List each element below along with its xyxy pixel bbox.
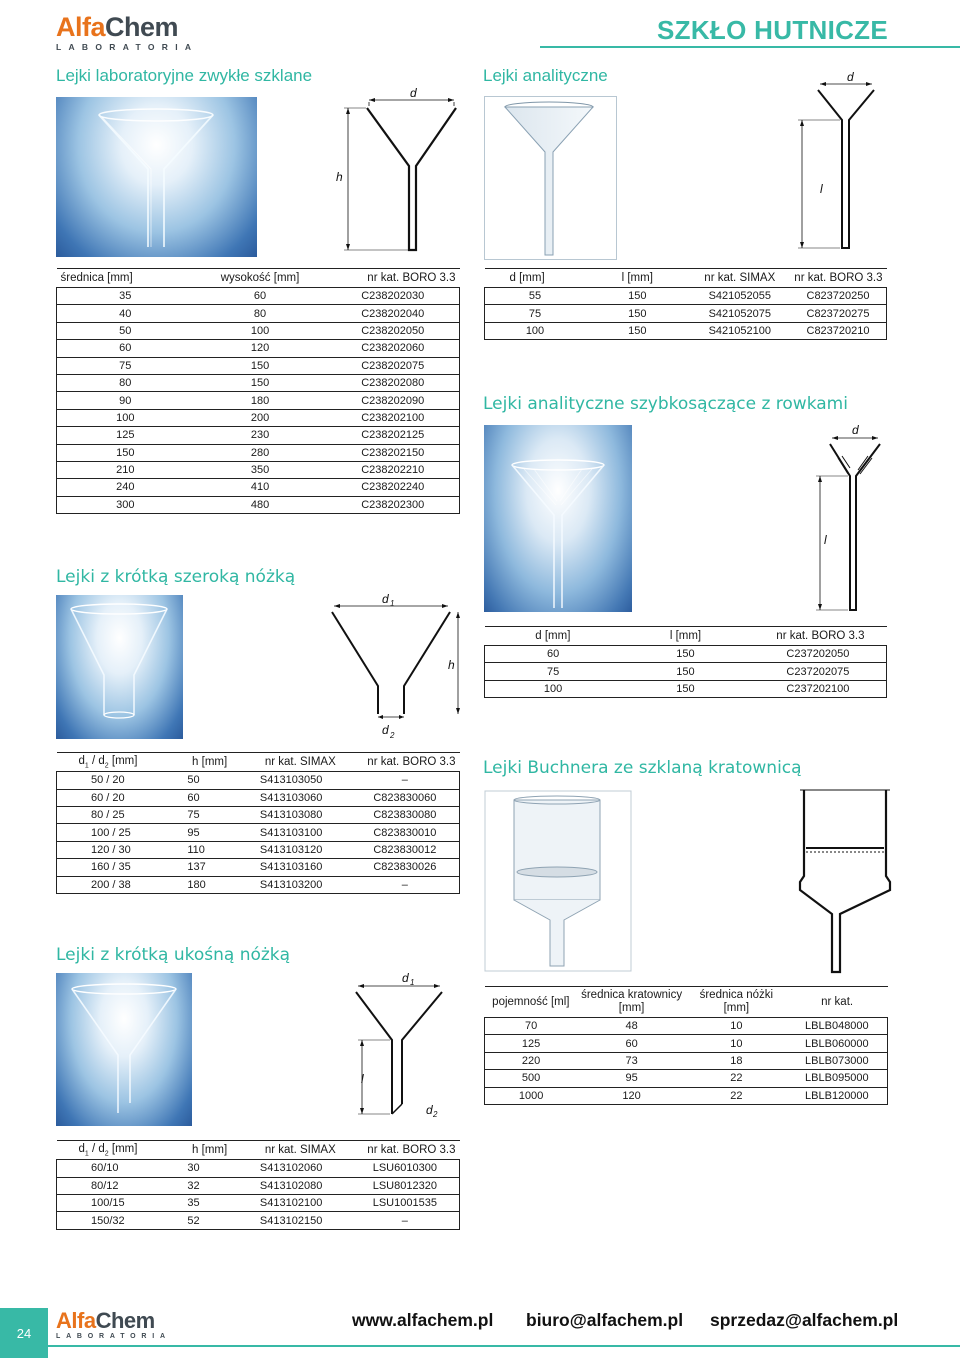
table-cell: 100 / 25 (57, 824, 170, 841)
table-cell: 75 (485, 663, 622, 680)
table-row (57, 305, 460, 322)
table-cell: 75 (57, 357, 194, 374)
table-cell: 100 (57, 409, 194, 426)
table-cell: C238202040 (327, 305, 460, 322)
table-row (485, 680, 887, 697)
funnel-photo-ukosna (56, 973, 192, 1126)
table-cell: S413102100 (250, 1195, 351, 1212)
table-cell: 150 (585, 322, 690, 339)
table-cell: LBLB095000 (787, 1070, 888, 1087)
diagram-szeroka (320, 586, 470, 746)
table-body (485, 288, 887, 340)
table-cell: 60 (169, 789, 250, 806)
table-row (485, 1052, 888, 1069)
header-divider (540, 46, 960, 48)
table-cell: S421052100 (690, 322, 791, 339)
dim-d1-sub: 1 (390, 599, 395, 608)
col-header: h [mm] (169, 1141, 250, 1160)
table-cell: C238202150 (327, 444, 460, 461)
funnel-photo-buchner (484, 790, 632, 972)
table-cell: 160 / 35 (57, 859, 170, 876)
table-row (485, 663, 887, 680)
dim-l-label: l (824, 533, 827, 547)
table-row (57, 789, 460, 806)
table-row (57, 876, 460, 893)
table-cell: 60 / 20 (57, 789, 170, 806)
table-cell: C238202030 (327, 288, 460, 305)
table-analityczne (484, 268, 887, 340)
table-row (57, 444, 460, 461)
table-row (57, 374, 460, 391)
section-title-analityczne: Lejki analityczne (483, 66, 608, 85)
table-cell: – (351, 876, 460, 893)
table-row (485, 322, 887, 339)
table-cell: 90 (57, 392, 194, 409)
table-cell: 70 (485, 1018, 578, 1035)
footer-email-biuro-link[interactable]: biuro@alfachem.pl (526, 1310, 684, 1330)
table-cell: C823720275 (790, 305, 886, 322)
footer-divider (48, 1345, 960, 1347)
footer-email-sprzedaz-link[interactable]: sprzedaz@alfachem.pl (710, 1310, 899, 1330)
dim-l-label: l (361, 1072, 364, 1086)
table-cell: 100 (194, 322, 327, 339)
table-cell: LSU8012320 (351, 1177, 460, 1194)
col-header-d1-d2: $d_1 / d_2$ [mm] (57, 1141, 170, 1160)
table-cell: 60 (57, 340, 194, 357)
table-cell: C237202100 (750, 680, 887, 697)
section-title-buchner: Lejki Buchnera ze szklaną kratownicą (483, 758, 802, 778)
table-cell: 48 (577, 1018, 686, 1035)
table-cell: LBLB073000 (787, 1052, 888, 1069)
table-row (57, 357, 460, 374)
table-cell: S413103100 (250, 824, 351, 841)
dim-d1-label: d (382, 592, 389, 606)
col-header: wysokość [mm] (194, 269, 327, 288)
table-szeroka (56, 752, 460, 894)
table-cell: 150 (194, 374, 327, 391)
table-cell: 180 (194, 392, 327, 409)
table-row (57, 479, 460, 496)
table-body (57, 1160, 460, 1230)
dim-h-label: h (448, 658, 455, 672)
col-header: nr kat. SIMAX (250, 753, 351, 772)
table-cell: – (351, 772, 460, 789)
table-row (485, 288, 887, 305)
table-row (57, 461, 460, 478)
table-cell: 500 (485, 1070, 578, 1087)
page-category-title: SZKŁO HUTNICZE (657, 15, 888, 45)
table-cell: 60 (485, 646, 622, 663)
table-cell: 410 (194, 479, 327, 496)
table-cell: C823830026 (351, 859, 460, 876)
col-header: nr kat. (787, 987, 888, 1018)
table-cell: C238202100 (327, 409, 460, 426)
table-body (485, 646, 887, 698)
table-cell: S413103200 (250, 876, 351, 893)
table-cell: S413103060 (250, 789, 351, 806)
funnel-photo-szybkosaczace (484, 425, 632, 612)
col-header: nr kat. BORO 3.3 (790, 269, 886, 288)
table-header-row (57, 269, 460, 288)
diagram-ukosna (340, 968, 450, 1128)
col-header: h [mm] (169, 753, 250, 772)
table-cell: 50 / 20 (57, 772, 170, 789)
table-cell: C238202125 (327, 427, 460, 444)
table-cell: 10 (686, 1018, 787, 1035)
table-cell: C238202240 (327, 479, 460, 496)
col-header: średnica kratownicy [mm] (577, 987, 686, 1018)
table-cell: 55 (485, 288, 586, 305)
table-cell: 95 (577, 1070, 686, 1087)
table-header-row (57, 1141, 460, 1160)
table-cell: 350 (194, 461, 327, 478)
table-cell: 50 (57, 322, 194, 339)
dim-l-label: l (820, 182, 823, 196)
diagram-zwykle (330, 88, 490, 258)
table-cell: 125 (485, 1035, 578, 1052)
page-number: 24 (0, 1308, 48, 1358)
logo-alfa: Alfa (56, 12, 106, 42)
table-cell: – (351, 1212, 460, 1229)
table-cell: S413102150 (250, 1212, 351, 1229)
table-cell: S413103120 (250, 841, 351, 858)
table-cell: C823720210 (790, 322, 886, 339)
table-cell: C238202090 (327, 392, 460, 409)
col-header: l [mm] (585, 269, 690, 288)
table-cell: 150 (621, 663, 750, 680)
table-body (57, 288, 460, 514)
table-cell: C237202050 (750, 646, 887, 663)
table-row (57, 1177, 460, 1194)
table-cell: S413102080 (250, 1177, 351, 1194)
table-row (57, 807, 460, 824)
table-cell: S413102060 (250, 1160, 351, 1177)
table-row (57, 322, 460, 339)
diagram-buchner (792, 786, 902, 976)
logo-wordmark (56, 14, 206, 41)
section-title-szybkosaczace: Lejki analityczne szybkosączące z rowkami (483, 394, 848, 414)
table-row (57, 824, 460, 841)
table-cell: 200 / 38 (57, 876, 170, 893)
dim-d2-sub: 2 (390, 731, 395, 740)
table-cell: S421052075 (690, 305, 791, 322)
table-cell: C238202080 (327, 374, 460, 391)
logo-chem: Chem (105, 12, 179, 42)
table-cell: 22 (686, 1087, 787, 1104)
table-cell: C823830012 (351, 841, 460, 858)
table-row (57, 496, 460, 513)
table-szybkosaczace (484, 626, 887, 698)
funnel-photo-analityczne (484, 96, 617, 260)
col-header: d [mm] (485, 269, 586, 288)
table-cell: 120 / 30 (57, 841, 170, 858)
alfachem-logo (56, 12, 206, 52)
table-cell: 137 (169, 859, 250, 876)
table-cell: 180 (169, 876, 250, 893)
logo-wordmark: AlfaChem (56, 1308, 155, 1333)
table-row (485, 646, 887, 663)
table-cell: 22 (686, 1070, 787, 1087)
table-cell: 100 (485, 680, 622, 697)
table-row (485, 305, 887, 322)
table-body (57, 772, 460, 894)
table-cell: 480 (194, 496, 327, 513)
table-cell: 30 (169, 1160, 250, 1177)
table-cell: 80 (194, 305, 327, 322)
table-cell: 210 (57, 461, 194, 478)
table-header-row (485, 627, 887, 646)
table-cell: 150 (621, 646, 750, 663)
table-cell: 95 (169, 824, 250, 841)
table-row (485, 1070, 888, 1087)
table-header-row (57, 753, 460, 772)
table-cell: 35 (169, 1195, 250, 1212)
table-row (57, 409, 460, 426)
table-cell: 300 (57, 496, 194, 513)
table-cell: 60/10 (57, 1160, 170, 1177)
table-cell: S413103080 (250, 807, 351, 824)
table-row (57, 427, 460, 444)
table-cell: 50 (169, 772, 250, 789)
diagram-szybkosaczace (812, 418, 892, 618)
col-header: pojemność [ml] (485, 987, 578, 1018)
table-body (485, 1018, 888, 1105)
footer-website-link[interactable]: www.alfachem.pl (352, 1310, 494, 1330)
table-cell: 80/12 (57, 1177, 170, 1194)
table-cell: 75 (485, 305, 586, 322)
table-cell: 60 (194, 288, 327, 305)
table-cell: S421052055 (690, 288, 791, 305)
table-cell: 120 (194, 340, 327, 357)
table-cell: 110 (169, 841, 250, 858)
table-row (485, 1087, 888, 1104)
table-cell: C238202060 (327, 340, 460, 357)
table-cell: 52 (169, 1212, 250, 1229)
footer-alfachem-logo: AlfaChem LABORATORIA (56, 1310, 176, 1344)
col-header: l [mm] (621, 627, 750, 646)
table-header-row (485, 987, 888, 1018)
table-cell: C237202075 (750, 663, 887, 680)
col-header: nr kat. SIMAX (250, 1141, 351, 1160)
section-title-ukosna: Lejki z krótką ukośną nóżką (56, 945, 291, 965)
table-row (57, 1195, 460, 1212)
table-row (57, 859, 460, 876)
table-cell: 150 (194, 357, 327, 374)
table-cell: 80 / 25 (57, 807, 170, 824)
col-header: nr kat. BORO 3.3 (351, 753, 460, 772)
table-cell: 32 (169, 1177, 250, 1194)
table-cell: S413103160 (250, 859, 351, 876)
table-cell: 230 (194, 427, 327, 444)
section-title-zwykle: Lejki laboratoryjne zwykłe szklane (56, 66, 313, 85)
table-cell: C238202210 (327, 461, 460, 478)
table-row (57, 772, 460, 789)
dim-h-label: h (336, 170, 343, 184)
table-cell: 200 (194, 409, 327, 426)
table-cell: 150 (57, 444, 194, 461)
table-cell: 75 (169, 807, 250, 824)
dim-d2-sub: 2 (433, 1110, 438, 1119)
table-row (57, 392, 460, 409)
table-row (57, 1160, 460, 1177)
funnel-photo-szeroka (56, 595, 183, 739)
table-cell: LBLB048000 (787, 1018, 888, 1035)
col-header: nr kat. SIMAX (690, 269, 791, 288)
table-row (485, 1018, 888, 1035)
table-cell: 80 (57, 374, 194, 391)
table-cell: 150/32 (57, 1212, 170, 1229)
col-header: średnica [mm] (57, 269, 194, 288)
table-zwykle (56, 268, 460, 514)
table-cell: LSU1001535 (351, 1195, 460, 1212)
funnel-photo-zwykle (56, 97, 257, 257)
dim-d1-sub: 1 (410, 978, 415, 987)
table-cell: 100 (485, 322, 586, 339)
table-header-row (485, 269, 887, 288)
table-cell: C238202300 (327, 496, 460, 513)
col-header: nr kat. BORO 3.3 (327, 269, 460, 288)
table-ukosna (56, 1140, 460, 1230)
dim-d1-label: d (402, 971, 409, 985)
table-cell: 100/15 (57, 1195, 170, 1212)
table-cell: 240 (57, 479, 194, 496)
table-cell: C823830060 (351, 789, 460, 806)
table-cell: 40 (57, 305, 194, 322)
logo-subtitle: LABORATORIA (56, 42, 199, 52)
table-cell: 73 (577, 1052, 686, 1069)
dim-d2-label: d (382, 723, 389, 737)
col-header-d1-d2: $d_1 / d_2$ [mm] (57, 753, 170, 772)
table-cell: C823830080 (351, 807, 460, 824)
table-cell: C823830010 (351, 824, 460, 841)
col-header: średnica nóżki [mm] (686, 987, 787, 1018)
diagram-analityczne (780, 68, 890, 258)
table-cell: 35 (57, 288, 194, 305)
table-cell: LBLB120000 (787, 1087, 888, 1104)
table-cell: C238202075 (327, 357, 460, 374)
col-header: nr kat. BORO 3.3 (351, 1141, 460, 1160)
table-cell: S413103050 (250, 772, 351, 789)
table-cell: C238202050 (327, 322, 460, 339)
section-title-szeroka: Lejki z krótką szeroką nóżką (56, 567, 296, 587)
col-header: d [mm] (485, 627, 622, 646)
table-cell: 150 (585, 288, 690, 305)
table-cell: 150 (585, 305, 690, 322)
table-row (57, 1212, 460, 1229)
dim-d-label: d (847, 70, 854, 84)
table-cell: 280 (194, 444, 327, 461)
dim-d-label: d (852, 423, 859, 437)
dim-d-label: d (410, 88, 417, 100)
table-cell: 10 (686, 1035, 787, 1052)
table-cell: 220 (485, 1052, 578, 1069)
col-header: nr kat. BORO 3.3 (750, 627, 887, 646)
table-cell: LSU6010300 (351, 1160, 460, 1177)
table-cell: 120 (577, 1087, 686, 1104)
table-row (485, 1035, 888, 1052)
table-row (57, 340, 460, 357)
table-cell: 150 (621, 680, 750, 697)
table-cell: C823720250 (790, 288, 886, 305)
table-row (57, 841, 460, 858)
table-buchner (484, 986, 888, 1105)
table-cell: 18 (686, 1052, 787, 1069)
table-cell: 60 (577, 1035, 686, 1052)
table-row (57, 288, 460, 305)
dim-d2-label: d (426, 1103, 433, 1117)
table-cell: LBLB060000 (787, 1035, 888, 1052)
table-cell: 125 (57, 427, 194, 444)
table-cell: 1000 (485, 1087, 578, 1104)
